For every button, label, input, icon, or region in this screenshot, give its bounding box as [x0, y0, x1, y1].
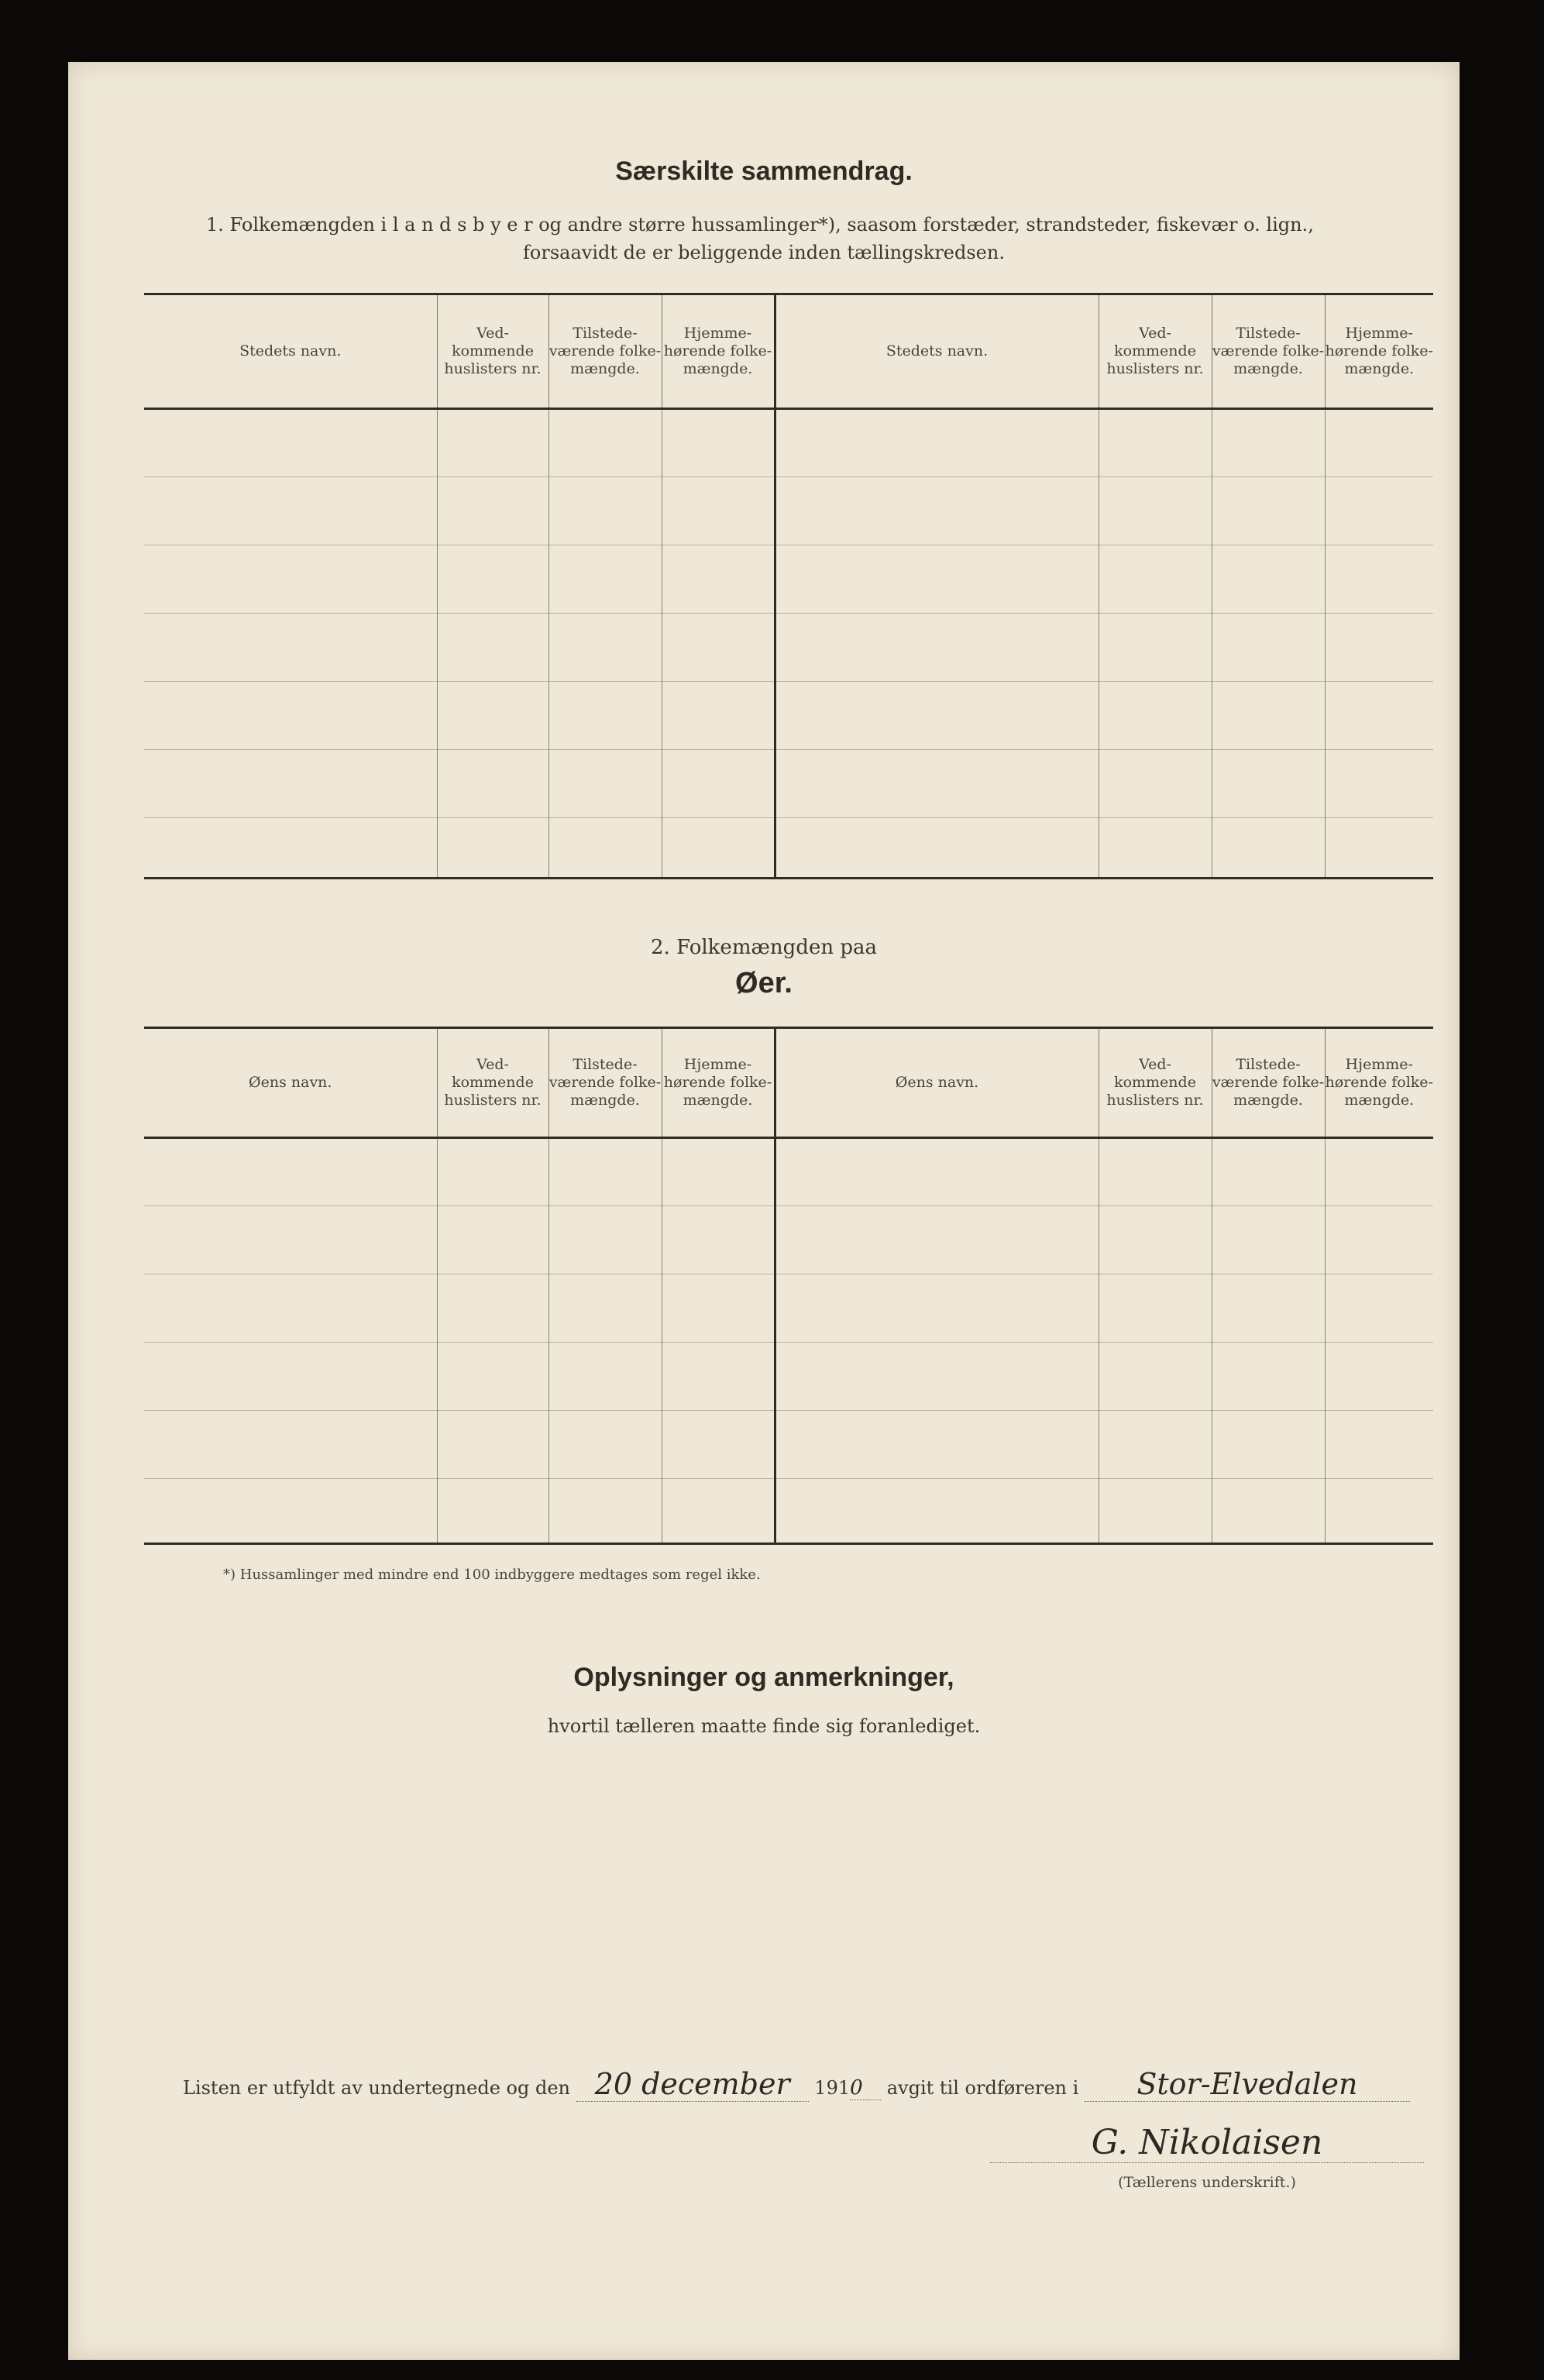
table-cell[interactable]: [662, 1343, 775, 1411]
table-cell[interactable]: [1099, 818, 1212, 879]
table-cell[interactable]: [144, 1206, 437, 1274]
table-row: [144, 818, 1433, 879]
table-row: [144, 545, 1433, 614]
table-row: [144, 1138, 1433, 1206]
table-cell[interactable]: [1325, 1274, 1433, 1343]
table-cell[interactable]: [1099, 1206, 1212, 1274]
completion-statement: [183, 2067, 1410, 2102]
table-cell[interactable]: [437, 1343, 548, 1411]
table-cell[interactable]: [662, 1274, 775, 1343]
table-cell[interactable]: [1212, 750, 1325, 818]
table-cell[interactable]: [1099, 1343, 1212, 1411]
table-cell[interactable]: [548, 409, 662, 477]
table-cell[interactable]: [775, 1206, 1099, 1274]
table-cell[interactable]: [144, 409, 437, 477]
enumerator-signature-field[interactable]: G. Nikolaisen: [990, 2123, 1424, 2163]
table-cell[interactable]: [662, 545, 775, 614]
table-cell[interactable]: [548, 1479, 662, 1544]
table-row: [144, 614, 1433, 682]
signature-caption: (Tællerens underskrift.): [1118, 2174, 1296, 2191]
header-place-name: Stedets navn.: [775, 294, 1099, 409]
table-cell[interactable]: [144, 1479, 437, 1544]
header-resident-population: Hjemme-hørende folke-mængde.: [662, 1028, 775, 1138]
table-cell[interactable]: [1212, 1343, 1325, 1411]
header-resident-population: Hjemme-hørende folke-mængde.: [1325, 1028, 1433, 1138]
table-cell[interactable]: [662, 409, 775, 477]
table-cell[interactable]: [775, 1411, 1099, 1479]
table-cell[interactable]: [1099, 750, 1212, 818]
table-cell[interactable]: [548, 1411, 662, 1479]
header-resident-population: Hjemme-hørende folke-mængde.: [662, 294, 775, 409]
table-cell[interactable]: [1325, 545, 1433, 614]
section2-title: Øer.: [735, 967, 793, 999]
table-cell[interactable]: [775, 1479, 1099, 1544]
table-cell[interactable]: [437, 1411, 548, 1479]
header-present-population: Tilstede-værende folke-mængde.: [1212, 294, 1325, 409]
table-cell[interactable]: [1099, 682, 1212, 750]
table-row: [144, 1274, 1433, 1343]
section2-intro: 2. Folkemængden paa: [651, 936, 877, 959]
table-cell[interactable]: [548, 1274, 662, 1343]
table-cell[interactable]: [662, 1411, 775, 1479]
table-row: [144, 1343, 1433, 1411]
table-cell[interactable]: [1099, 1411, 1212, 1479]
table-cell[interactable]: [548, 477, 662, 545]
table-cell[interactable]: [1099, 1274, 1212, 1343]
table-cell[interactable]: [437, 545, 548, 614]
table-cell[interactable]: [437, 682, 548, 750]
table-cell[interactable]: [437, 477, 548, 545]
section3-title: Oplysninger og anmerkninger,: [573, 1663, 954, 1692]
table-cell[interactable]: [775, 1138, 1099, 1206]
table-cell[interactable]: [1325, 614, 1433, 682]
table-cell[interactable]: [775, 1274, 1099, 1343]
table-cell[interactable]: [775, 409, 1099, 477]
table-cell[interactable]: [775, 477, 1099, 545]
header-house-list-numbers: Ved-kommende huslisters nr.: [437, 294, 548, 409]
year-field[interactable]: 0: [850, 2076, 881, 2100]
section3-subtitle: hvortil tælleren maatte finde sig foranlediget.: [547, 1715, 981, 1737]
footnote: *) Hussamlinger med mindre end 100 indbyggere medtages som regel ikke.: [223, 1567, 761, 1583]
table-cell[interactable]: [437, 750, 548, 818]
table-cell[interactable]: [775, 682, 1099, 750]
table-cell[interactable]: [662, 1138, 775, 1206]
table-cell[interactable]: [144, 682, 437, 750]
header-present-population: Tilstede-værende folke-mængde.: [548, 294, 662, 409]
header-island-name: Øens navn.: [775, 1028, 1099, 1138]
table-cell[interactable]: [437, 1138, 548, 1206]
table-row: [144, 682, 1433, 750]
header-island-name: Øens navn.: [249, 1074, 332, 1091]
table-cell[interactable]: [548, 818, 662, 879]
table-cell[interactable]: [1212, 477, 1325, 545]
table-cell[interactable]: [775, 614, 1099, 682]
section1-intro-line1: 1. Folkemængden i l a n d s b y e r og andre større hussamlinger*), saasom forstæder, strandsteder, fiskevær o. lign.,: [206, 214, 1314, 236]
municipality-field[interactable]: Stor-Elvedalen: [1085, 2067, 1410, 2102]
table-cell[interactable]: [1325, 477, 1433, 545]
table-cell[interactable]: [548, 1343, 662, 1411]
table-cell[interactable]: [1099, 1479, 1212, 1544]
table-cell[interactable]: [548, 750, 662, 818]
table-row: [144, 750, 1433, 818]
table-cell[interactable]: [1099, 409, 1212, 477]
table-cell[interactable]: [144, 477, 437, 545]
table-cell[interactable]: [1212, 682, 1325, 750]
table-cell[interactable]: [1099, 477, 1212, 545]
header-place-name: Stedets navn.: [239, 342, 342, 359]
table-cell[interactable]: [662, 614, 775, 682]
table-cell[interactable]: [144, 545, 437, 614]
table-cell[interactable]: [1325, 1206, 1433, 1274]
year-printed: 191: [814, 2077, 851, 2099]
table-row: [144, 409, 1433, 477]
table-cell[interactable]: [1212, 409, 1325, 477]
table-cell[interactable]: [1099, 1138, 1212, 1206]
table-cell[interactable]: [775, 545, 1099, 614]
table-cell[interactable]: [1212, 818, 1325, 879]
section1-title: Særskilte sammendrag.: [615, 156, 913, 186]
table-cell[interactable]: [437, 1274, 548, 1343]
table-cell[interactable]: [775, 750, 1099, 818]
table-cell[interactable]: [1325, 818, 1433, 879]
table-cell[interactable]: [662, 1206, 775, 1274]
table-cell[interactable]: [144, 818, 437, 879]
table-cell[interactable]: [1325, 1138, 1433, 1206]
table-cell[interactable]: [144, 1274, 437, 1343]
table-cell[interactable]: [144, 1343, 437, 1411]
table-cell[interactable]: [437, 1206, 548, 1274]
table-cell[interactable]: [662, 750, 775, 818]
table-cell[interactable]: [1325, 1343, 1433, 1411]
table-cell[interactable]: [548, 545, 662, 614]
table-cell[interactable]: [1325, 750, 1433, 818]
table-cell[interactable]: [775, 818, 1099, 879]
date-field[interactable]: 20 december: [576, 2067, 809, 2102]
table-cell[interactable]: [437, 614, 548, 682]
header-house-list-numbers: Ved-kommende huslisters nr.: [437, 1028, 548, 1138]
table-cell[interactable]: [437, 818, 548, 879]
table-cell[interactable]: [1212, 1411, 1325, 1479]
table-cell[interactable]: [1325, 1411, 1433, 1479]
table-cell[interactable]: [662, 818, 775, 879]
table-cell[interactable]: [1325, 409, 1433, 477]
villages-table: [144, 293, 1433, 879]
table-cell[interactable]: [662, 682, 775, 750]
header-resident-population: Hjemme-hørende folke-mængde.: [1325, 294, 1433, 409]
header-present-population: Tilstede-værende folke-mængde.: [548, 1028, 662, 1138]
table-cell[interactable]: [437, 409, 548, 477]
table-cell[interactable]: [1212, 1138, 1325, 1206]
table-cell[interactable]: [775, 1343, 1099, 1411]
table-row: [144, 1206, 1433, 1274]
header-house-list-numbers: Ved-kommende huslisters nr.: [1099, 1028, 1212, 1138]
table-cell[interactable]: [144, 1411, 437, 1479]
table-cell[interactable]: [437, 1479, 548, 1544]
table-cell[interactable]: [1212, 1274, 1325, 1343]
table-row: [144, 1411, 1433, 1479]
table-cell[interactable]: [548, 614, 662, 682]
table-cell[interactable]: [1325, 682, 1433, 750]
census-form-page: [68, 62, 1460, 2360]
table-cell[interactable]: [144, 614, 437, 682]
table-cell[interactable]: [1212, 1206, 1325, 1274]
table-cell[interactable]: [548, 1138, 662, 1206]
table-cell[interactable]: [1212, 614, 1325, 682]
section1-intro-line2: forsaavidt de er beliggende inden tællingskredsen.: [523, 242, 1005, 263]
table-cell[interactable]: [548, 1206, 662, 1274]
table-row: [144, 1479, 1433, 1544]
completion-middle: avgit til ordføreren i: [886, 2077, 1079, 2099]
table-cell[interactable]: [1099, 614, 1212, 682]
table-cell[interactable]: [1212, 1479, 1325, 1544]
completion-prefix: Listen er utfyldt av undertegnede og den: [183, 2077, 571, 2099]
table-cell[interactable]: [144, 750, 437, 818]
table-cell[interactable]: [1325, 1479, 1433, 1544]
table-cell[interactable]: [1212, 545, 1325, 614]
header-present-population: Tilstede-værende folke-mængde.: [1212, 1028, 1325, 1138]
table-cell[interactable]: [1099, 545, 1212, 614]
table-row: [144, 477, 1433, 545]
table-cell[interactable]: [662, 1479, 775, 1544]
islands-table: [144, 1027, 1433, 1545]
table-cell[interactable]: [548, 682, 662, 750]
table-cell[interactable]: [144, 1138, 437, 1206]
table-cell[interactable]: [662, 477, 775, 545]
header-house-list-numbers: Ved-kommende huslisters nr.: [1099, 294, 1212, 409]
